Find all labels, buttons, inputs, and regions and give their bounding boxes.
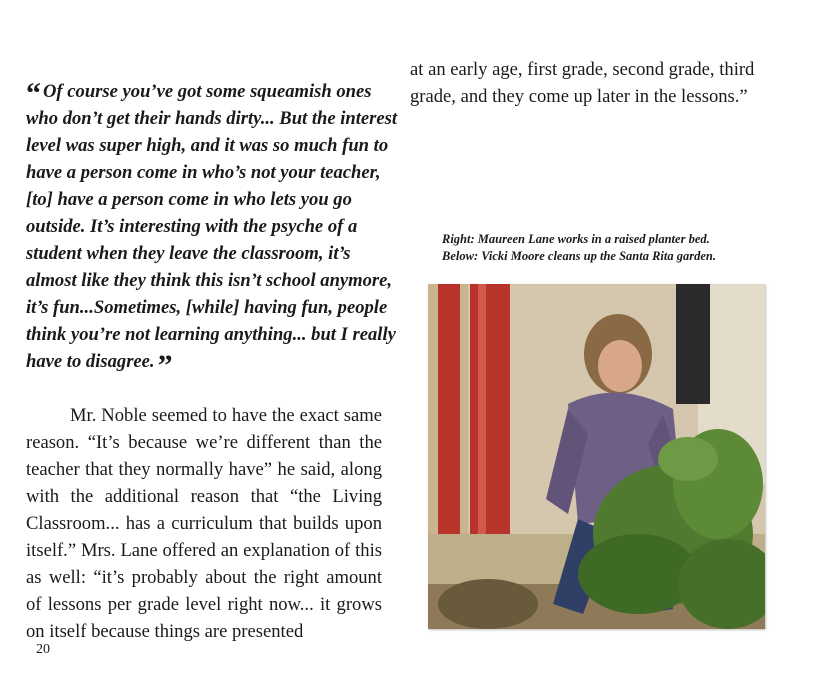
pull-quote [26,77,398,382]
open-quote-mark: “ [26,77,41,110]
caption-line-below: Below: Vicki Moore cleans up the Santa Rita garden. [442,249,716,263]
pull-quote-text: Of course you’ve got some squeamish ones who don’t get their hands dirty... But the interest level was super high, and it was so much fun to have a person come in who’s not your teacher, [to] have a person come in who lets you go outside. It’s interesting with the psyche of a student when they leave the classroom, it’s almost like they think this isn’t school anymore, it’s fun...Sometimes, [while] having fun, people think you’re not learning anything... but I really have to disagree. [26,81,398,372]
page-number: 20 [36,642,50,657]
close-quote-mark: ” [157,349,173,382]
garden-photo-illustration [428,284,765,629]
garden-photo [428,284,765,629]
photo-caption [442,231,782,265]
caption-line-right: Right: Maureen Lane works in a raised planter bed. [442,232,710,246]
body-text-left: Mr. Noble seemed to have the exact same reason. “It’s because we’re different than the teacher that they normally have” he said, along with the additional reason that “the Living Classroom... has a curriculum that builds upon itself.” Mrs. Lane offered an explanation of this as well: “it’s probably about the right amount of lessons per grade level right now... it grows on itself because things are presented [26,405,382,642]
body-text-right-column: at an early age, first grade, second grade, third grade, and they come up later in the lessons.” [410,59,755,107]
body-text-left-column [26,402,382,645]
